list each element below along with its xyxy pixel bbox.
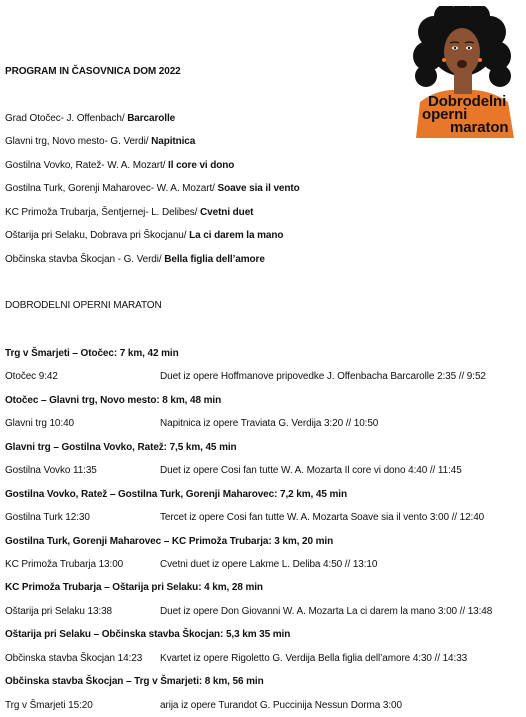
stage-route: Oštarija pri Selaku – Občinska stavba Škocjan: 5,3 km 35 min — [5, 629, 291, 640]
stage-stop: Gostilna Turk 12:30 — [5, 512, 90, 523]
stage-stop: KC Primoža Trubarja 13:00 — [5, 559, 124, 570]
stage-detail: Duet iz opere Hoffmanove pripovedke J. Offenbacha Barcarolle 2:35 // 9:52 — [160, 371, 486, 382]
stage-route: KC Primoža Trubarja – Oštarija pri Selaku: 4 km, 28 min — [5, 582, 263, 593]
stage-detail: Napitnica iz opere Traviata G. Verdija 3:20 // 10:50 — [160, 418, 379, 429]
stage-detail: Duet iz opere Don Giovanni W. A. Mozarta La ci darem la mano 3:00 // 13:48 — [160, 606, 493, 617]
stage-route: Gostilna Vovko, Ratež – Gostilna Turk, Gorenji Maharovec: 7,2 km, 45 min — [5, 489, 347, 500]
stage-route: Občinska stavba Škocjan – Trg v Šmarjeti: 8 km, 56 min — [5, 676, 264, 687]
stage-route: Glavni trg – Gostilna Vovko, Ratež: 7,5 km, 45 min — [5, 442, 237, 453]
stage-route: Gostilna Turk, Gorenji Maharovec – KC Primoža Trubarja: 3 km, 20 min — [5, 536, 334, 547]
venue-item: Gostilna Turk, Gorenji Maharovec- W. A. Mozart/ Soave sia il vento — [5, 183, 300, 194]
stage-route: Otočec – Glavni trg, Novo mesto: 8 km, 48 min — [5, 395, 222, 406]
stage-stop: Oštarija pri Selaku 13:38 — [5, 606, 113, 617]
venue-item: KC Primoža Trubarja, Šentjernej- L. Delibes/ Cvetni duet — [5, 207, 254, 218]
stage-detail: Cvetni duet iz opere Lakme L. Deliba 4:50 // 13:10 — [160, 559, 378, 570]
venue-item: Oštarija pri Selaku, Dobrava pri Škocjanu/ La ci darem la mano — [5, 230, 284, 241]
stage-stop: Glavni trg 10:40 — [5, 418, 74, 429]
logo — [398, 6, 526, 138]
venue-item: Občinska stavba Škocjan - G. Verdi/ Bella figlia dell’amore — [5, 254, 265, 265]
stage-stop: Trg v Šmarjeti 15:20 — [5, 700, 93, 711]
marathon-heading: DOBRODELNI OPERNI MARATON — [5, 300, 162, 311]
stage-stop: Otočec 9:42 — [5, 371, 58, 382]
logo-text-line2: operni — [422, 106, 468, 123]
logo-text-line1: Dobrodelni — [428, 93, 507, 110]
face-shape — [444, 28, 480, 76]
venue-item: Gostilna Vovko, Ratež- W. A. Mozart/ Il core vi dono — [5, 160, 235, 171]
program-heading: PROGRAM IN ČASOVNICA DOM 2022 — [5, 66, 181, 77]
venue-item: Glavni trg, Novo mesto- G. Verdi/ Napitnica — [5, 136, 196, 147]
logo-text-line3: maraton — [450, 119, 509, 136]
venue-item: Grad Otočec- J. Offenbach/ Barcarolle — [5, 113, 176, 124]
stage-route: Trg v Šmarjeti – Otočec: 7 km, 42 min — [5, 348, 179, 359]
stage-stop: Gostilna Vovko 11:35 — [5, 465, 97, 476]
stage-detail: Duet iz opere Cosi fan tutte W. A. Mozarta Il core vi dono 4:40 // 11:45 — [160, 465, 462, 476]
stage-detail: Tercet iz opere Cosi fan tutte W. A. Mozarta Soave sia il vento 3:00 // 12:40 — [160, 512, 485, 523]
stage-detail: arija iz opere Turandot G. Puccinija Nessun Dorma 3:00 — [160, 700, 402, 711]
stage-stop: Občinska stavba Škocjan 14:23 — [5, 653, 143, 664]
stage-detail: Kvartet iz opere Rigoletto G. Verdija Bella figlia dell’amore 4:30 // 14:33 — [160, 653, 468, 664]
